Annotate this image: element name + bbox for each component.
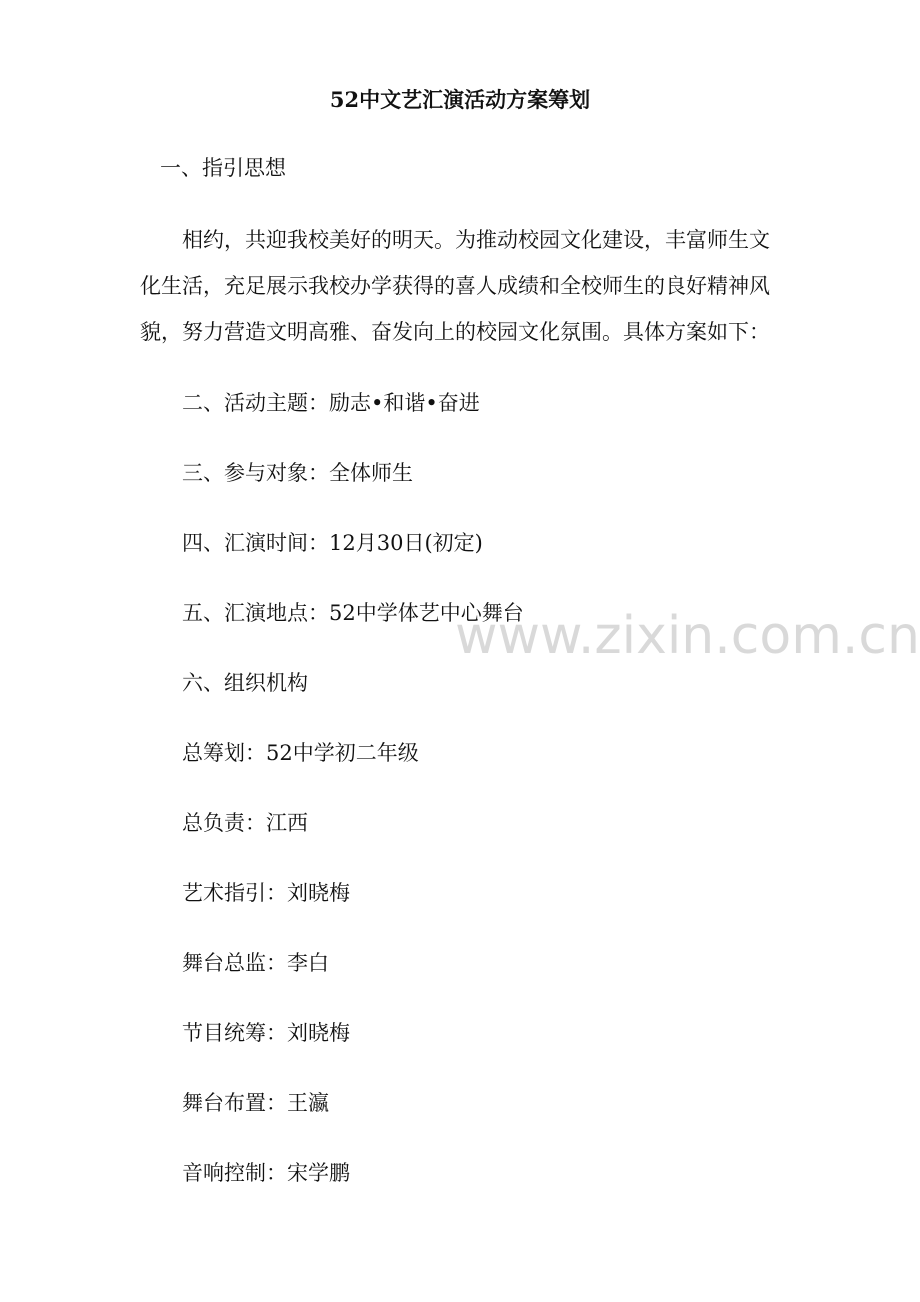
watermark: www.zixin.com.cn: [455, 606, 920, 666]
intro-paragraph: [140, 217, 780, 355]
org-item-chief-planner: 总筹划：52中学初二年级: [182, 741, 419, 765]
section-participants: 三、参与对象：全体师生: [182, 461, 413, 485]
section-heading-guiding-idea: 一、指引思想: [160, 156, 286, 180]
paragraph-line: 貌，努力营造文明高雅、奋发向上的校园文化氛围。具体方案如下：: [140, 320, 770, 344]
org-item-program-coordination: 节目统筹：刘晓梅: [182, 1021, 350, 1045]
section-activity-theme: 二、活动主题：励志•和谐•奋进: [182, 391, 480, 415]
org-item-art-guidance: 艺术指引：刘晓梅: [182, 881, 350, 905]
org-item-chief-person-in-charge: 总负责：江西: [182, 811, 308, 835]
section-performance-time: 四、汇演时间：12月30日(初定): [182, 531, 483, 555]
paragraph-line: 相约，共迎我校美好的明天。为推动校园文化建设，丰富师生文: [182, 228, 770, 252]
paragraph-line: 化生活，充足展示我校办学获得的喜人成绩和全校师生的良好精神风: [140, 274, 770, 298]
org-item-stage-setup: 舞台布置：王瀛: [182, 1091, 329, 1115]
section-performance-venue: 五、汇演地点：52中学体艺中心舞台: [182, 601, 524, 625]
section-organization: 六、组织机构: [182, 671, 308, 695]
document-title: 52中文艺汇演活动方案筹划: [329, 87, 591, 112]
org-item-sound-control: 音响控制：宋学鹏: [182, 1161, 350, 1185]
org-item-stage-director: 舞台总监：李白: [182, 951, 329, 975]
